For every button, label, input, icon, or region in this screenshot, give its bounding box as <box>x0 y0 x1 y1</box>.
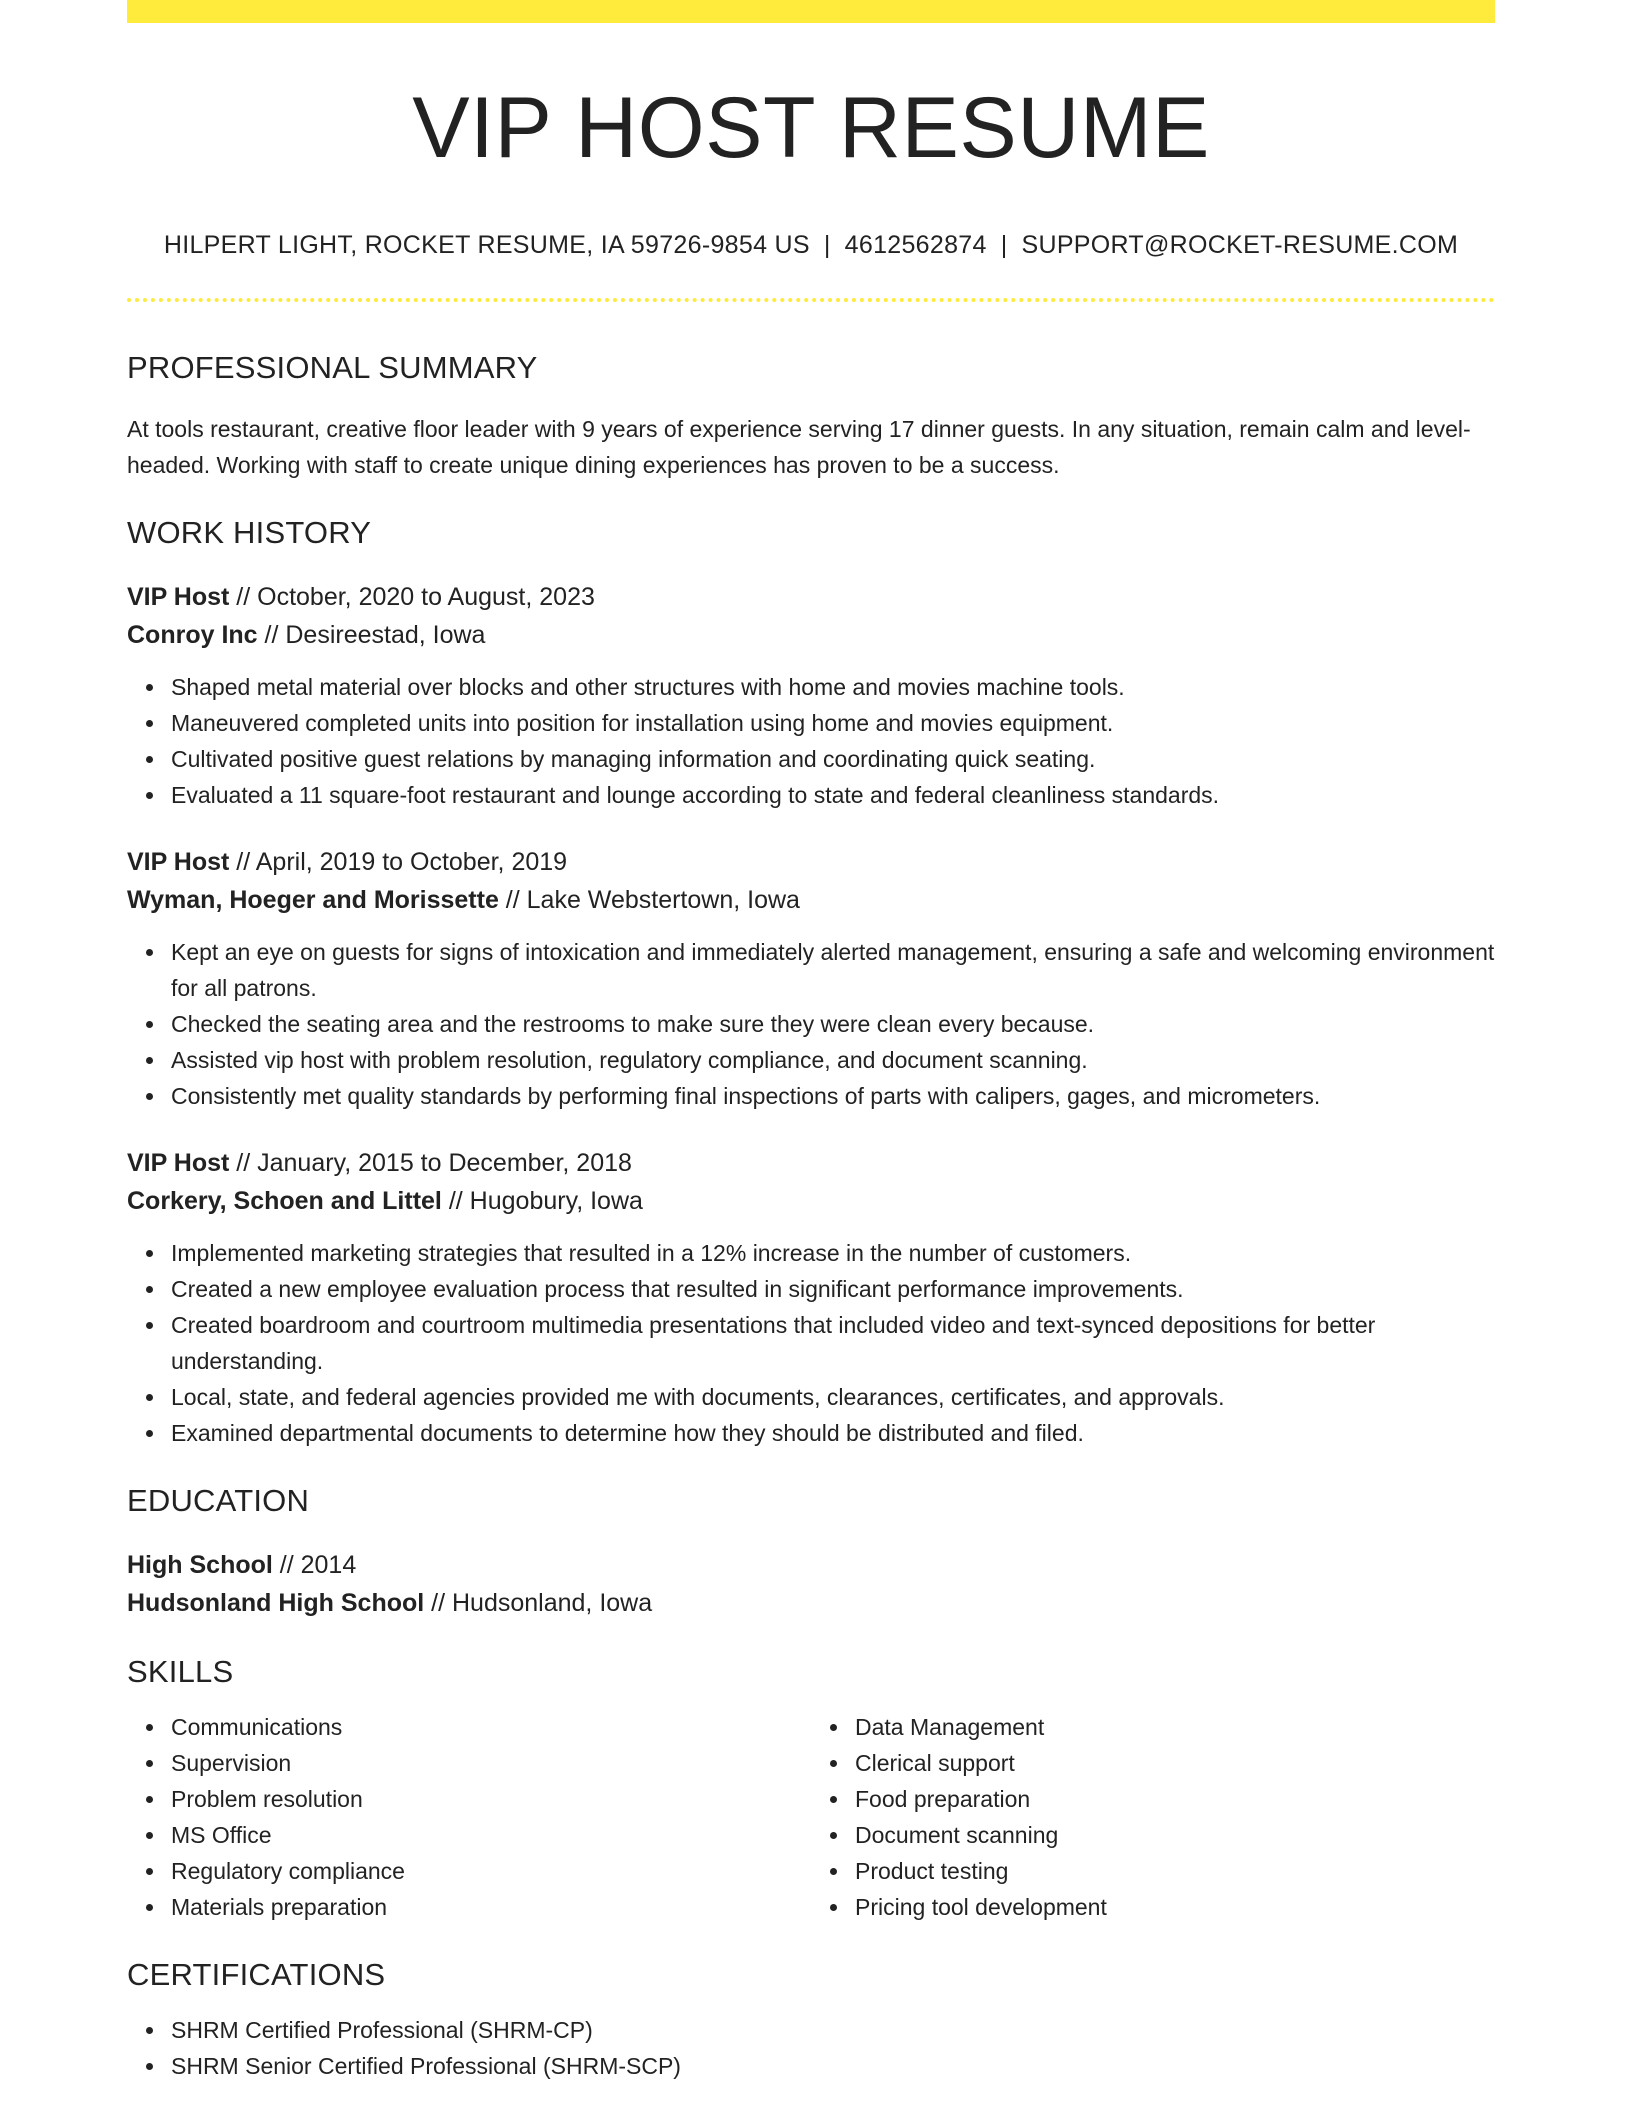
job-bullets <box>127 669 1495 813</box>
job-company-line <box>127 1182 1495 1220</box>
contact-phone: 4612562874 <box>844 231 987 259</box>
job-bullet: Kept an eye on guests for signs of intoxication and immediately alerted management, ensuring a safe and welcoming environment for all patrons. <box>171 934 1495 1006</box>
job-company-line <box>127 881 1495 919</box>
skills-grid <box>127 1709 1495 1925</box>
top-accent-bar <box>127 0 1495 23</box>
job-company: Wyman, Hoeger and Morissette <box>127 886 499 914</box>
job-bullet: Checked the seating area and the restrooms to make sure they were clean every because. <box>171 1006 1495 1042</box>
job-location: // Desireestad, Iowa <box>257 621 486 649</box>
job-entry <box>127 1144 1495 1451</box>
job-dates: // October, 2020 to August, 2023 <box>229 583 595 611</box>
contact-address: HILPERT LIGHT, ROCKET RESUME, IA 59726-9854 US <box>163 231 810 259</box>
job-bullets <box>127 934 1495 1114</box>
skill-item: Product testing <box>855 1853 1495 1889</box>
job-title: VIP Host <box>127 583 230 611</box>
job-bullet: Maneuvered completed units into position for installation using home and movies equipment. <box>171 705 1495 741</box>
skills-heading: SKILLS <box>127 1654 234 1689</box>
job-company-line <box>127 616 1495 654</box>
job-dates: // April, 2019 to October, 2019 <box>229 848 568 876</box>
job-bullet: Shaped metal material over blocks and other structures with home and movies machine tools. <box>171 669 1495 705</box>
resume-title: VIP HOST RESUME <box>412 80 1210 176</box>
skills-column-right <box>811 1709 1495 1925</box>
job-title-line <box>127 843 1495 881</box>
skill-item: Communications <box>171 1709 811 1745</box>
header-divider <box>127 298 1495 302</box>
job-bullet: Implemented marketing strategies that resulted in a 12% increase in the number of customers. <box>171 1235 1495 1271</box>
job-location: // Hugobury, Iowa <box>441 1187 643 1215</box>
skill-item: Clerical support <box>855 1745 1495 1781</box>
job-bullet: Assisted vip host with problem resolution, regulatory compliance, and document scanning. <box>171 1042 1495 1078</box>
job-dates: // January, 2015 to December, 2018 <box>229 1149 632 1177</box>
skill-item: Food preparation <box>855 1781 1495 1817</box>
skill-item: Data Management <box>855 1709 1495 1745</box>
job-title-line <box>127 578 1495 616</box>
contact-separator: | <box>1000 231 1008 259</box>
education-school: Hudsonland High School <box>127 1589 425 1617</box>
skill-item: Supervision <box>171 1745 811 1781</box>
job-bullets <box>127 1235 1495 1451</box>
certification-item: SHRM Certified Professional (SHRM-CP) <box>171 2012 1495 2048</box>
certification-item: SHRM Senior Certified Professional (SHRM-SCP) <box>171 2048 1495 2084</box>
skill-item: Materials preparation <box>171 1889 811 1925</box>
job-bullet: Created a new employee evaluation process that resulted in significant performance improvements. <box>171 1271 1495 1307</box>
summary-text: At tools restaurant, creative floor leader with 9 years of experience serving 17 dinner guests. In any situation, remain calm and level-headed. Working with staff to create unique dining experiences has proven to be a success. <box>127 416 1471 478</box>
summary-heading: PROFESSIONAL SUMMARY <box>127 350 538 385</box>
job-bullet: Evaluated a 11 square-foot restaurant and lounge according to state and federal cleanliness standards. <box>171 777 1495 813</box>
certifications-list <box>127 2012 1495 2084</box>
job-title: VIP Host <box>127 848 230 876</box>
job-entry <box>127 578 1495 813</box>
job-bullet: Created boardroom and courtroom multimedia presentations that included video and text-synced depositions for better understanding. <box>171 1307 1495 1379</box>
job-entry <box>127 843 1495 1114</box>
job-bullet: Consistently met quality standards by performing final inspections of parts with calipers, gages, and micrometers. <box>171 1078 1495 1114</box>
job-bullet: Cultivated positive guest relations by managing information and coordinating quick seating. <box>171 741 1495 777</box>
skill-item: Pricing tool development <box>855 1889 1495 1925</box>
contact-email: SUPPORT@ROCKET-RESUME.COM <box>1021 231 1459 259</box>
education-year: // 2014 <box>272 1551 357 1579</box>
contact-separator: | <box>823 231 831 259</box>
education-heading: EDUCATION <box>127 1483 310 1518</box>
job-location: // Lake Webstertown, Iowa <box>498 886 800 914</box>
education-school-line <box>127 1584 1495 1622</box>
job-company: Conroy Inc <box>127 621 258 649</box>
job-title: VIP Host <box>127 1149 230 1177</box>
job-bullet: Examined departmental documents to determine how they should be distributed and filed. <box>171 1415 1495 1451</box>
skill-item: Problem resolution <box>171 1781 811 1817</box>
skills-column-left <box>127 1709 811 1925</box>
certifications-heading: CERTIFICATIONS <box>127 1957 386 1992</box>
resume-page <box>127 0 1495 2084</box>
skill-item: Regulatory compliance <box>171 1853 811 1889</box>
job-title-line <box>127 1144 1495 1182</box>
education-location: // Hudsonland, Iowa <box>424 1589 653 1617</box>
job-company: Corkery, Schoen and Littel <box>127 1187 442 1215</box>
education-degree: High School <box>127 1551 273 1579</box>
education-degree-line <box>127 1546 1495 1584</box>
skill-item: MS Office <box>171 1817 811 1853</box>
work-history-heading: WORK HISTORY <box>127 515 372 550</box>
job-bullet: Local, state, and federal agencies provided me with documents, clearances, certificates, and approvals. <box>171 1379 1495 1415</box>
education-entry <box>127 1546 1495 1622</box>
contact-line <box>127 233 1495 258</box>
skill-item: Document scanning <box>855 1817 1495 1853</box>
